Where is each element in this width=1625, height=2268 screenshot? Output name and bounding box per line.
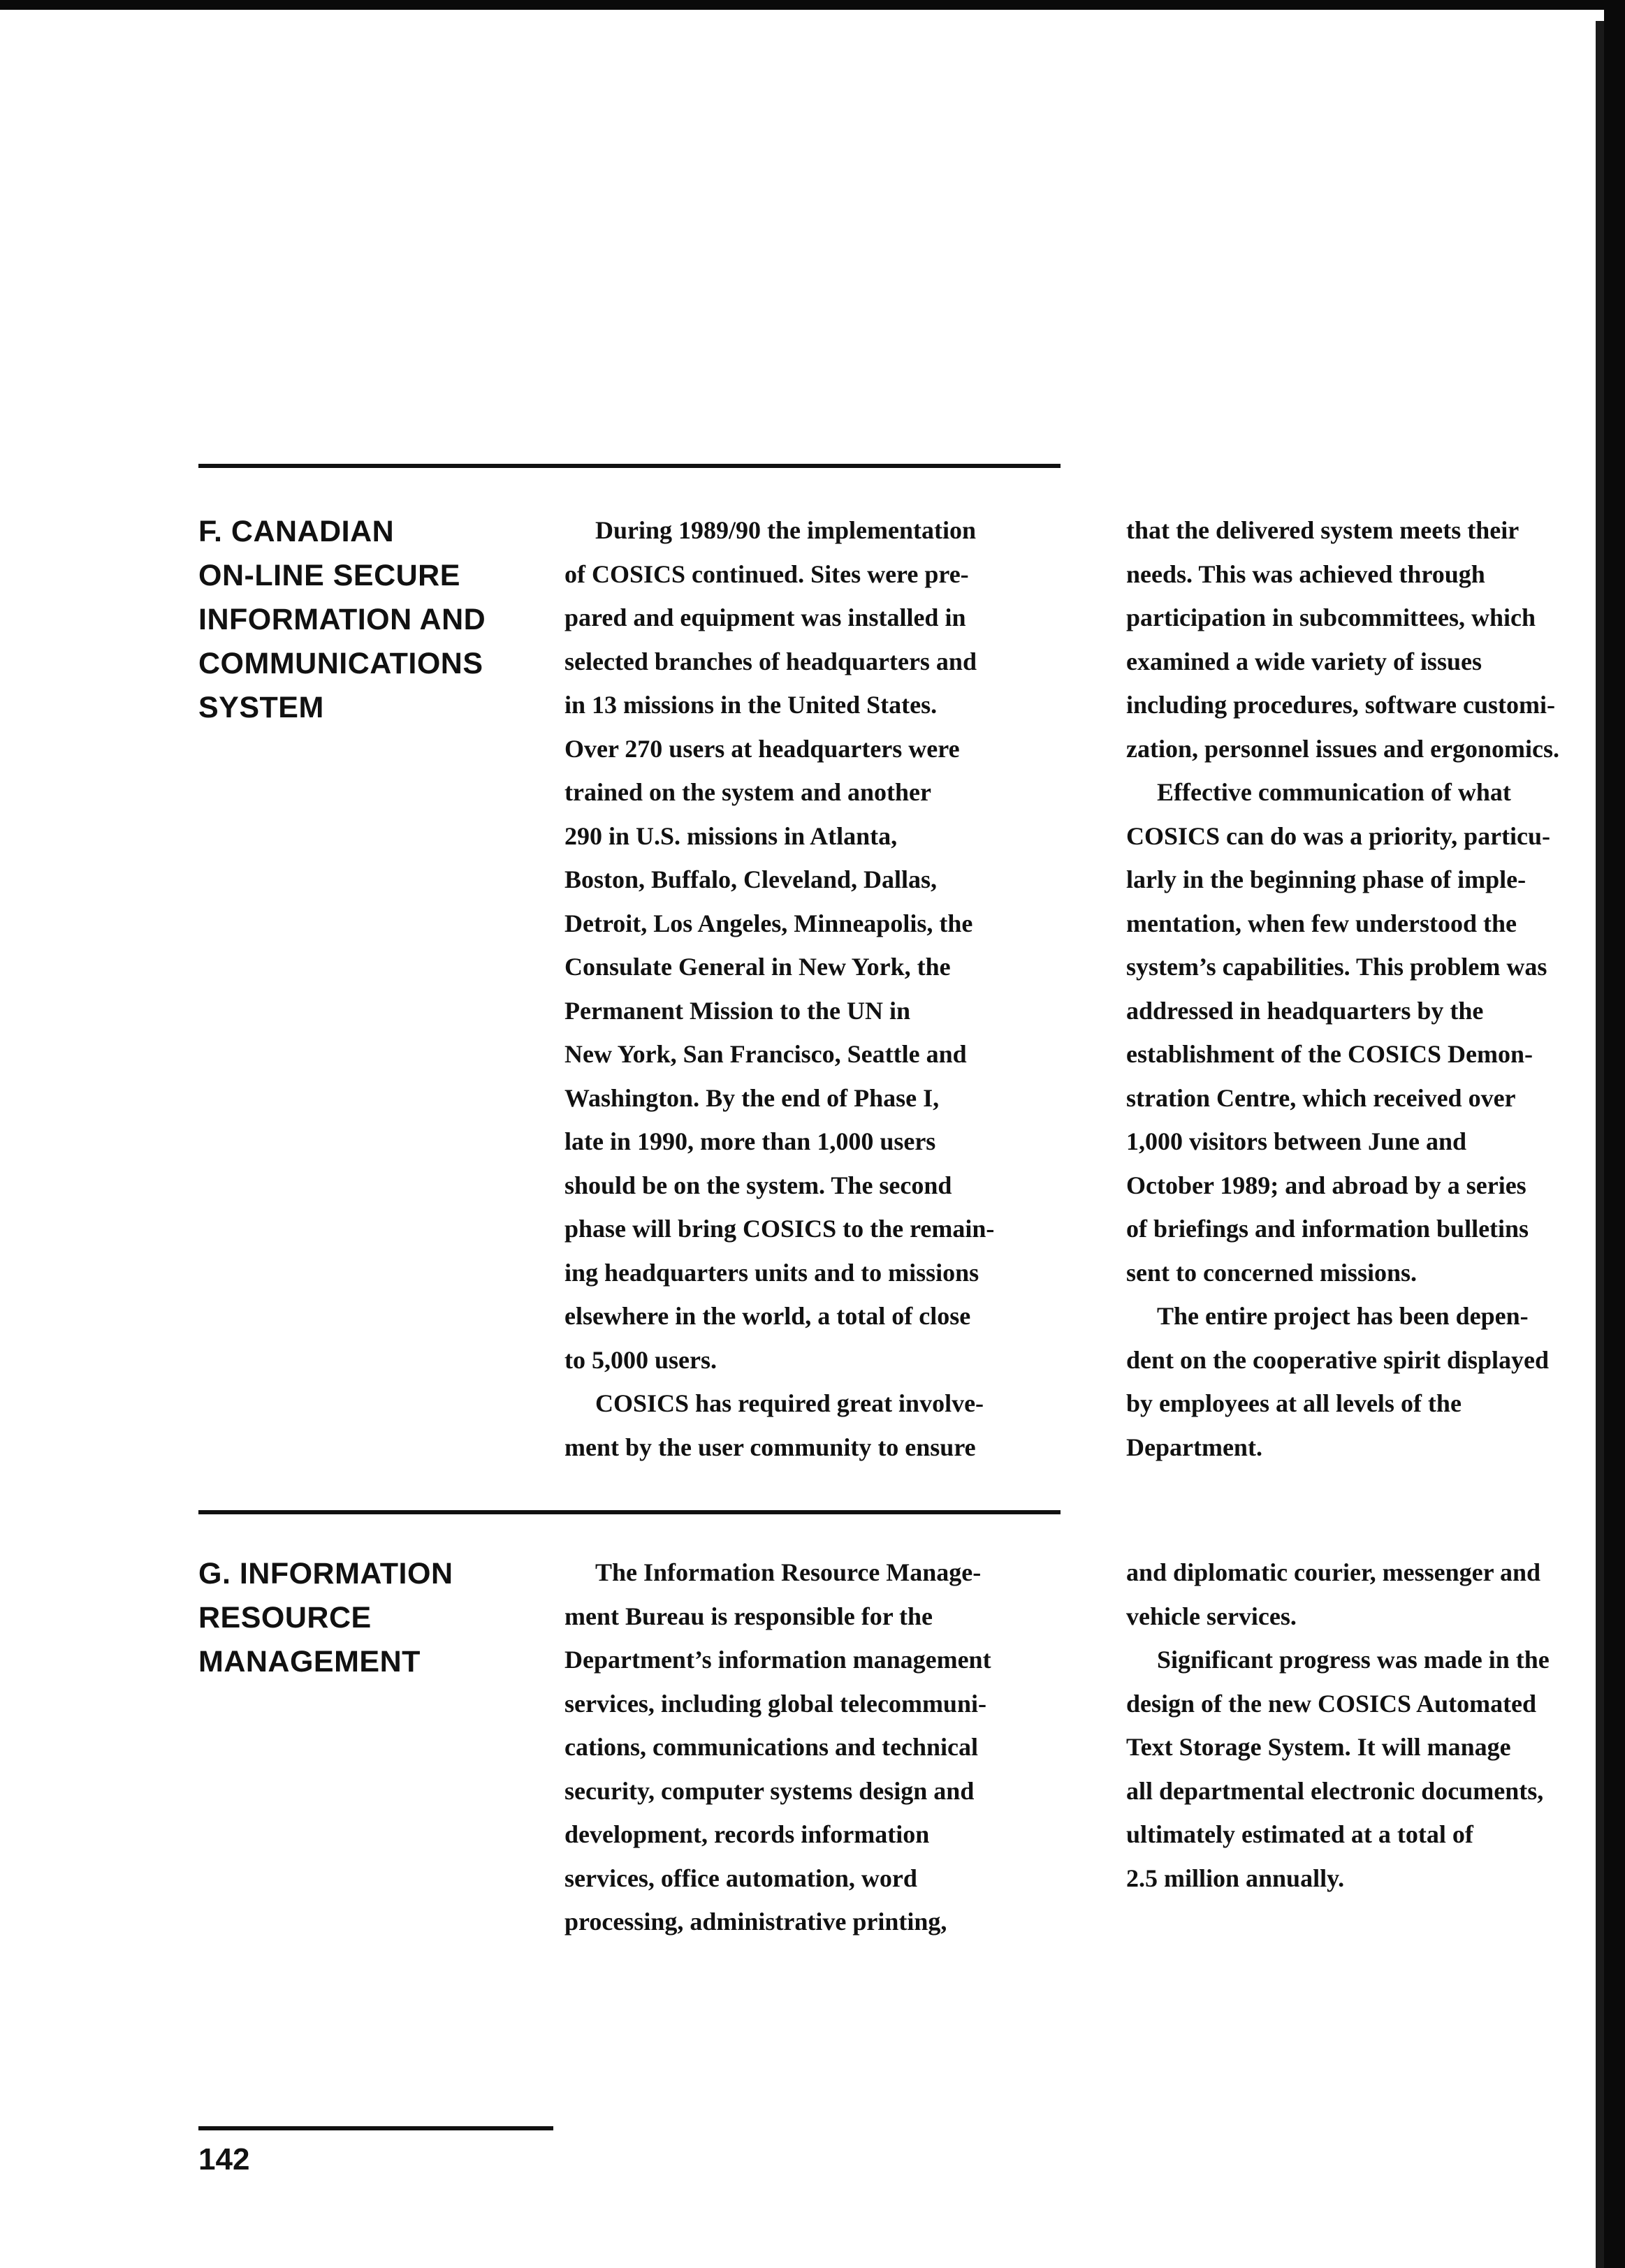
text-line: Significant progress was made in the [1157, 1646, 1550, 1674]
text-line: establishment of the COSICS Demon- [1126, 1040, 1533, 1068]
text-line: COSICS has required great involve- [595, 1389, 984, 1417]
text-line: vehicle services. [1126, 1602, 1297, 1630]
heading-line: F. CANADIAN [198, 515, 395, 548]
text-line: of COSICS continued. Sites were pre- [564, 559, 969, 588]
text-line: development, records information [564, 1820, 930, 1848]
scan-edge-top [0, 0, 1625, 10]
text-line: services, including global telecommuni- [564, 1689, 986, 1718]
text-line: Consulate General in New York, the [564, 953, 951, 981]
text-line: that the delivered system meets their [1126, 516, 1520, 544]
text-line: The Information Resource Manage- [595, 1558, 982, 1586]
text-line: zation, personnel issues and ergonomics. [1126, 734, 1560, 763]
text-line: examined a wide variety of issues [1126, 647, 1482, 675]
text-line: ment by the user community to ensure [564, 1433, 976, 1461]
text-line: pared and equipment was installed in [564, 603, 966, 631]
text-line: Department. [1126, 1433, 1262, 1461]
text-line: all departmental electronic documents, [1126, 1776, 1544, 1805]
text-line: larly in the beginning phase of imple- [1126, 865, 1526, 893]
text-line: October 1989; and abroad by a series [1126, 1171, 1526, 1199]
text-line: needs. This was achieved through [1126, 559, 1485, 588]
text-line: ing headquarters units and to missions [564, 1258, 979, 1287]
section-g-heading [198, 1552, 562, 1684]
text-line: stration Centre, which received over [1126, 1083, 1516, 1112]
text-line: Over 270 users at headquarters were [564, 734, 960, 763]
text-line: 1,000 visitors between June and [1126, 1127, 1467, 1155]
page-number: 142 [198, 2142, 250, 2176]
folio-rule [198, 2126, 553, 2130]
text-line: of briefings and information bulletins [1126, 1215, 1529, 1243]
text-line: by employees at all levels of the [1126, 1389, 1462, 1417]
text-line: trained on the system and another [564, 778, 932, 806]
text-line: phase will bring COSICS to the remain- [564, 1215, 995, 1243]
text-line: Text Storage System. It will manage [1126, 1733, 1511, 1761]
text-line: elsewhere in the world, a total of close [564, 1302, 971, 1330]
text-line: Permanent Mission to the UN in [564, 996, 910, 1025]
text-line: design of the new COSICS Automated [1126, 1689, 1537, 1718]
text-line: in 13 missions in the United States. [564, 691, 938, 719]
heading-line: ON-LINE SECURE [198, 559, 460, 592]
text-line: addressed in headquarters by the [1126, 996, 1484, 1025]
text-line: 2.5 million annually. [1126, 1864, 1345, 1892]
heading-line: G. INFORMATION [198, 1557, 453, 1590]
section-g-column-1 [564, 1551, 991, 1944]
text-line: security, computer systems design and [564, 1776, 975, 1805]
text-line: selected branches of headquarters and [564, 647, 977, 675]
heading-line: COMMUNICATIONS [198, 647, 483, 680]
text-line: ultimately estimated at a total of [1126, 1820, 1473, 1848]
heading-line: RESOURCE [198, 1601, 372, 1634]
text-line: The entire project has been depen- [1157, 1302, 1529, 1330]
section-g-column-2 [1126, 1551, 1550, 1900]
text-line: to 5,000 users. [564, 1345, 717, 1374]
text-line: COSICS can do was a priority, particu- [1126, 821, 1551, 850]
section-f-rule [198, 464, 1061, 468]
text-line: sent to concerned missions. [1126, 1258, 1417, 1287]
text-line: cations, communications and technical [564, 1733, 979, 1761]
section-f-column-1 [564, 509, 994, 1469]
text-line: Boston, Buffalo, Cleveland, Dallas, [564, 865, 938, 893]
text-line: late in 1990, more than 1,000 users [564, 1127, 936, 1155]
text-line: Detroit, Los Angeles, Minneapolis, the [564, 909, 973, 937]
text-line: New York, San Francisco, Seattle and [564, 1040, 967, 1068]
text-line: processing, administrative printing, [564, 1908, 947, 1936]
text-line: Department’s information management [564, 1646, 991, 1674]
scan-edge-right [1604, 7, 1625, 2268]
text-line: dent on the cooperative spirit displayed [1126, 1345, 1550, 1374]
text-line: During 1989/90 the implementation [595, 516, 976, 544]
text-line: 290 in U.S. missions in Atlanta, [564, 821, 898, 850]
text-line: Washington. By the end of Phase I, [564, 1083, 940, 1112]
text-line: participation in subcommittees, which [1126, 603, 1536, 631]
text-line: system’s capabilities. This problem was [1126, 953, 1547, 981]
text-line: mentation, when few understood the [1126, 909, 1517, 937]
heading-line: SYSTEM [198, 691, 324, 724]
section-f-heading [198, 510, 562, 730]
text-line: ment Bureau is responsible for the [564, 1602, 933, 1630]
text-line: should be on the system. The second [564, 1171, 952, 1199]
text-line: including procedures, software customi- [1126, 691, 1556, 719]
text-line: and diplomatic courier, messenger and [1126, 1558, 1541, 1586]
section-f-column-2 [1126, 509, 1559, 1469]
text-line: Effective communication of what [1157, 778, 1511, 806]
heading-line: INFORMATION AND [198, 603, 486, 636]
heading-line: MANAGEMENT [198, 1645, 421, 1678]
section-g-rule [198, 1510, 1061, 1514]
text-line: services, office automation, word [564, 1864, 917, 1892]
